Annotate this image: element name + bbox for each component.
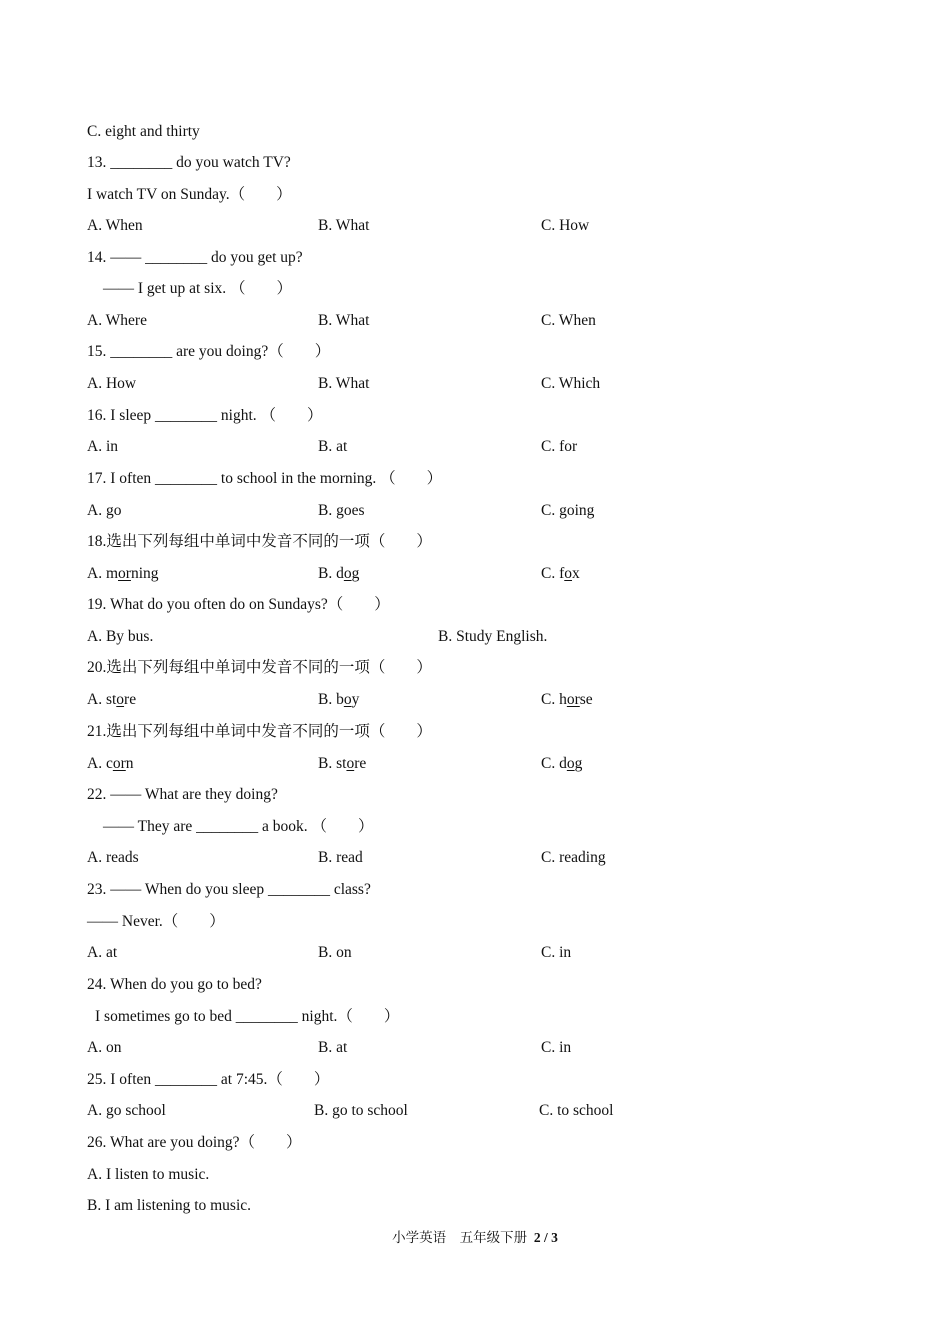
q22-stem: 22. —— What are they doing? (87, 786, 278, 803)
q13-option-b: B. What (318, 217, 370, 234)
q21-option-c: C. dog (541, 755, 583, 772)
q16-option-b: B. at (318, 438, 348, 455)
q25-stem: 25. I often ________ at 7:45.（ ） (87, 1071, 330, 1088)
page-number: 2 / 3 (533, 1230, 558, 1245)
q14-option-b: B. What (318, 312, 370, 329)
q23-option-a: A. at (87, 944, 118, 961)
q17-option-a: A. go (87, 502, 122, 519)
q12-option-c: C. eight and thirty (87, 123, 200, 140)
q16-stem: 16. I sleep ________ night. （ ） (87, 407, 323, 424)
page-footer (0, 1228, 950, 1248)
q18-option-c: C. fox (541, 565, 580, 582)
q19-option-b: B. Study English. (438, 628, 548, 645)
underlined-letters: or (118, 565, 131, 582)
footer-subject: 小学英语 (392, 1230, 447, 1245)
underlined-letters: o (564, 565, 573, 582)
q23-option-b: B. on (318, 944, 352, 961)
q25-option-a: A. go school (87, 1102, 166, 1119)
q17-stem: 17. I often ________ to school in the morning. （ ） (87, 470, 443, 487)
underlined-letters: or (566, 691, 580, 708)
underlined-letters: o (116, 691, 125, 708)
underlined-letters: or (112, 755, 126, 772)
underlined-letters: o (346, 755, 355, 772)
q19-stem: 19. What do you often do on Sundays?（ ） (87, 596, 390, 613)
q24-stem: 24. When do you go to bed? (87, 976, 262, 993)
footer-grade: 五年级下册 (459, 1230, 528, 1245)
q26-option-b: B. I am listening to music. (87, 1197, 252, 1214)
q17-option-b: B. goes (318, 502, 365, 519)
q24-option-b: B. at (318, 1039, 348, 1056)
q13-option-c: C. How (541, 217, 590, 234)
q19-option-a: A. By bus. (87, 628, 154, 645)
q13-stem: 13. ________ do you watch TV? (87, 154, 291, 171)
q14-option-a: A. Where (87, 312, 147, 329)
underlined-letters: o (566, 755, 575, 772)
q23-answer-line: —— Never.（ ） (87, 913, 225, 930)
q14-answer-line: —— I get up at six. （ ） (103, 280, 292, 297)
q20-stem: 20.选出下列每组中单词中发音不同的一项（ ） (87, 659, 432, 676)
q20-option-b: B. boy (318, 691, 360, 708)
q18-option-b: B. dog (318, 565, 360, 582)
q15-option-b: B. What (318, 375, 370, 392)
q17-option-c: C. going (541, 502, 595, 519)
q15-stem: 15. ________ are you doing?（ ） (87, 343, 331, 360)
q26-stem: 26. What are you doing?（ ） (87, 1134, 302, 1151)
q15-option-a: A. How (87, 375, 137, 392)
q25-option-c: C. to school (539, 1102, 614, 1119)
q14-option-c: C. When (541, 312, 596, 329)
q23-option-c: C. in (541, 944, 572, 961)
q22-option-b: B. read (318, 849, 363, 866)
q13-answer-line: I watch TV on Sunday.（ ） (87, 186, 292, 203)
q25-option-b: B. go to school (314, 1102, 408, 1119)
q15-option-c: C. Which (541, 375, 601, 392)
q18-stem: 18.选出下列每组中单词中发音不同的一项（ ） (87, 533, 432, 550)
q16-option-c: C. for (541, 438, 578, 455)
q21-option-a: A. corn (87, 755, 134, 772)
q22-answer-line: —— They are ________ a book. （ ） (103, 818, 374, 835)
q22-option-a: A. reads (87, 849, 139, 866)
q22-option-c: C. reading (541, 849, 606, 866)
q20-option-a: A. store (87, 691, 137, 708)
q20-option-c: C. horse (541, 691, 593, 708)
underlined-letters: o (343, 691, 352, 708)
q24-option-c: C. in (541, 1039, 572, 1056)
q14-stem: 14. —— ________ do you get up? (87, 249, 303, 266)
q13-option-a: A. When (87, 217, 143, 234)
q21-option-b: B. store (318, 755, 367, 772)
q18-option-a: A. morning (87, 565, 159, 582)
q23-stem: 23. —— When do you sleep ________ class? (87, 881, 371, 898)
underlined-letters: o (343, 565, 352, 582)
q24-answer-line: I sometimes go to bed ________ night.（ ） (95, 1008, 400, 1025)
q16-option-a: A. in (87, 438, 118, 455)
q24-option-a: A. on (87, 1039, 122, 1056)
q26-option-a: A. I listen to music. (87, 1166, 210, 1183)
q21-stem: 21.选出下列每组中单词中发音不同的一项（ ） (87, 723, 432, 740)
